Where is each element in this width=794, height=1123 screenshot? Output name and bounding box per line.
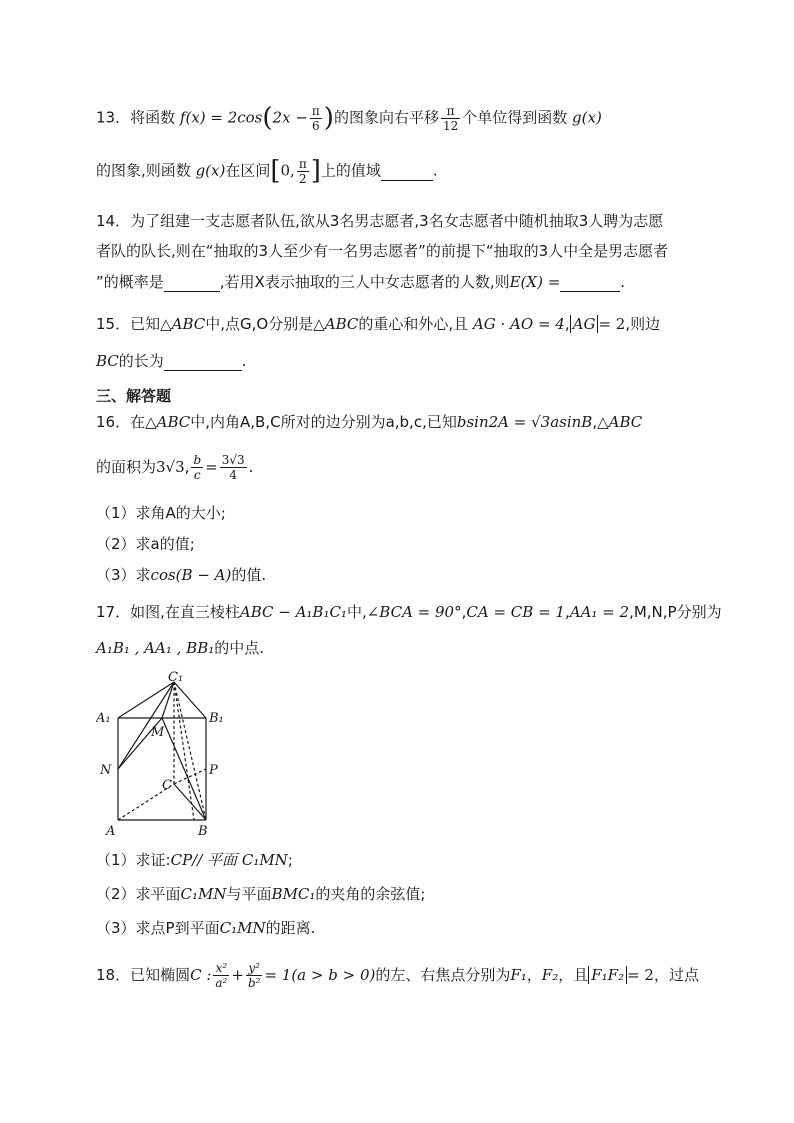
q13-text: 将函数: [130, 108, 176, 127]
q17-angle: ∠BCA = 90°: [366, 603, 462, 621]
q17-text: 17．如图,在直三棱柱: [96, 603, 240, 621]
q18-focal-value: = 2: [627, 966, 654, 984]
q18-y-term: $\frac{\text{y²}}{\text{b²}}$: [247, 961, 261, 990]
q16-triangle: △ABC: [597, 413, 643, 431]
q16-area: 3√3: [156, 458, 185, 476]
q15-text: 的重心和外心,且: [358, 315, 469, 333]
label-m: M: [151, 725, 165, 740]
q15-text: .: [241, 352, 247, 370]
label-c1: C₁: [168, 670, 184, 685]
q14-text: ,若用X表示抽取的三人中女志愿者的人数,则: [219, 273, 510, 291]
paren-open: (: [262, 103, 273, 133]
q17-segments: A₁B₁ , AA₁ , BB₁: [96, 639, 215, 657]
q15-triangle: △ABC: [313, 315, 359, 333]
q15-dot-product: AG · AO = 4: [472, 315, 565, 333]
answer-blank: [381, 162, 433, 181]
q15-text: ,则边: [625, 315, 661, 333]
q13-function-g: g(x): [195, 161, 226, 180]
q13-line1: [96, 103, 602, 133]
q13-arg: 2x −: [272, 108, 308, 127]
q16-text: （3）求: [96, 566, 151, 584]
bracket-close: ]: [310, 156, 321, 186]
q13-interval-start: 0,: [280, 161, 295, 180]
q13-number: 13．: [96, 108, 131, 127]
q17-text: 的夹角的余弦值;: [315, 885, 426, 903]
q16-ratio-value: $\frac{3√3}{4}$: [221, 453, 245, 482]
q18-focal-distance: F₁F₂: [588, 966, 627, 984]
q15-side-bc: BC: [96, 352, 119, 370]
segment-m-b: [162, 718, 206, 820]
q16-condition: bsin2A = √3asinB: [456, 413, 593, 431]
q16-cos-expression: cos(B − A): [150, 566, 232, 584]
q14-expectation: E(X) =: [509, 273, 561, 291]
q17-line2: [96, 637, 264, 658]
bracket-open: [: [270, 156, 281, 186]
label-c: C: [162, 778, 172, 793]
segment-c1-b: [174, 682, 206, 820]
q15-text: ,: [564, 315, 570, 333]
segment-c1-b-inner: [174, 682, 194, 820]
q15-vector-norm: AG: [570, 315, 599, 333]
q15-line1: [96, 313, 660, 334]
q13-function-f: f(x) = 2cos: [179, 108, 263, 127]
q17-plane-1: C₁MN: [180, 885, 227, 903]
edge-a1-c1: [118, 682, 174, 718]
q18-x-term: $\frac{\text{x²}}{\text{a²}}$: [215, 961, 228, 990]
label-n: N: [100, 763, 112, 778]
paren-close: ): [323, 103, 334, 133]
q16-part1: （1）求角A的大小;: [96, 504, 226, 522]
q16-triangle: △ABC: [145, 413, 191, 431]
q16-text: 的面积为: [96, 458, 157, 476]
q13-text: 的图象向右平移: [333, 108, 439, 127]
label-a: A: [106, 824, 116, 839]
q13-function-g: g(x): [572, 108, 602, 127]
q16-line2: [96, 453, 253, 482]
q17-text: 的距离.: [265, 919, 316, 937]
label-b1: B₁: [209, 711, 224, 726]
q18-text: ，且: [558, 966, 589, 984]
q17-line1: [96, 601, 722, 622]
answer-blank: [164, 273, 220, 292]
q16-text: 中,内角A,B,C所对的边分别为a,b,c,已知: [190, 413, 457, 431]
q15-triangle: △ABC: [160, 315, 206, 333]
q13-pi-over-12: $\frac{\pi}{12}$: [442, 103, 459, 133]
q17-text: ;: [287, 851, 293, 869]
answer-blank: [164, 352, 242, 371]
q13-text: 上的值域: [320, 161, 381, 180]
q13-text: 的图象,则函数: [96, 161, 191, 180]
q16-text: ,: [184, 458, 190, 476]
segment-c1-m: [162, 682, 174, 718]
label-a1: A₁: [96, 711, 111, 726]
q14-line1: 14．为了组建一支志愿者队伍,欲从3名男志愿者,3名女志愿者中随机抽取3人聘为志愿: [96, 212, 664, 230]
q18-equation: = 1(a > b > 0): [264, 966, 376, 984]
q18-text: 的左、右焦点分别为: [375, 966, 511, 984]
q16-ratio-b-over-c: $\frac{b}{c}$: [193, 453, 202, 482]
q16-text: 16．在: [96, 413, 146, 431]
q16-line1: [96, 411, 642, 432]
q18-text: ，: [526, 966, 542, 984]
q14-line3: [96, 271, 625, 292]
q18-plus: +: [231, 966, 244, 984]
q16-part2: （2）求a的值;: [96, 535, 195, 553]
prism-figure: [96, 668, 231, 840]
edge-b1-c1: [174, 682, 206, 718]
q17-text: 与平面: [226, 885, 272, 903]
q18-text: ，过点: [653, 966, 699, 984]
q17-text: （2）求平面: [96, 885, 181, 903]
q15-text: 15．已知: [96, 315, 161, 333]
q16-text: 的值.: [231, 566, 267, 584]
q18-ellipse-name: C :: [190, 966, 212, 984]
q18-line1: [96, 961, 699, 990]
q17-text: ,M,N,P分别为: [629, 603, 722, 621]
q17-text: 中,: [346, 603, 367, 621]
q13-line2: [96, 156, 438, 186]
q13-pi-over-6: $\frac{\pi}{6}$: [311, 103, 320, 133]
q17-prism: ABC − A₁B₁C₁: [239, 603, 347, 621]
q17-part1: [96, 849, 293, 870]
q18-focus-1: F₁: [510, 966, 527, 984]
q17-sides: CA = CB = 1: [466, 603, 565, 621]
q15-text: 的长为: [118, 352, 164, 370]
q17-height: AA₁ = 2: [569, 603, 630, 621]
q17-part3: [96, 917, 315, 938]
q17-text: （3）求点P到平面: [96, 919, 220, 937]
q17-text: ,: [461, 603, 467, 621]
q16-text: .: [248, 458, 254, 476]
label-p: P: [209, 763, 218, 778]
answer-blank: [560, 273, 620, 292]
segment-c-b: [174, 784, 206, 820]
q13-text: 在区间: [225, 161, 271, 180]
q18-text: 18．已知椭圆: [96, 966, 191, 984]
q14-text: .: [620, 273, 626, 291]
q15-line2: [96, 350, 247, 371]
q18-focus-2: F₂: [541, 966, 559, 984]
q16-part3: [96, 564, 266, 585]
q15-norm-value: = 2: [598, 315, 626, 333]
q16-equals: =: [205, 458, 218, 476]
q17-text: （1）求证:: [96, 851, 171, 869]
q14-text: ”的概率是: [96, 273, 164, 291]
q17-plane-2: BMC₁: [271, 885, 316, 903]
q17-text: ,: [564, 603, 570, 621]
q17-part2: [96, 883, 425, 904]
section-heading: 三、解答题: [96, 387, 172, 405]
q13-text: 个单位得到函数: [462, 108, 568, 127]
label-b: B: [198, 824, 208, 839]
q17-text: 的中点.: [214, 639, 265, 657]
q13-text: .: [432, 161, 438, 180]
q14-line2: 者队的队长,则在“抽取的3人至少有一名男志愿者”的前提下“抽取的3人中全是男志愿者: [96, 242, 669, 260]
q13-pi-over-2: $\frac{\pi}{2}$: [298, 156, 307, 186]
q17-plane-1: C₁MN: [219, 919, 266, 937]
q16-text: ,: [592, 413, 598, 431]
q15-text: 中,点G,O分别是: [205, 315, 314, 333]
q17-p1-math: CP// 平面 C₁MN: [170, 851, 288, 869]
